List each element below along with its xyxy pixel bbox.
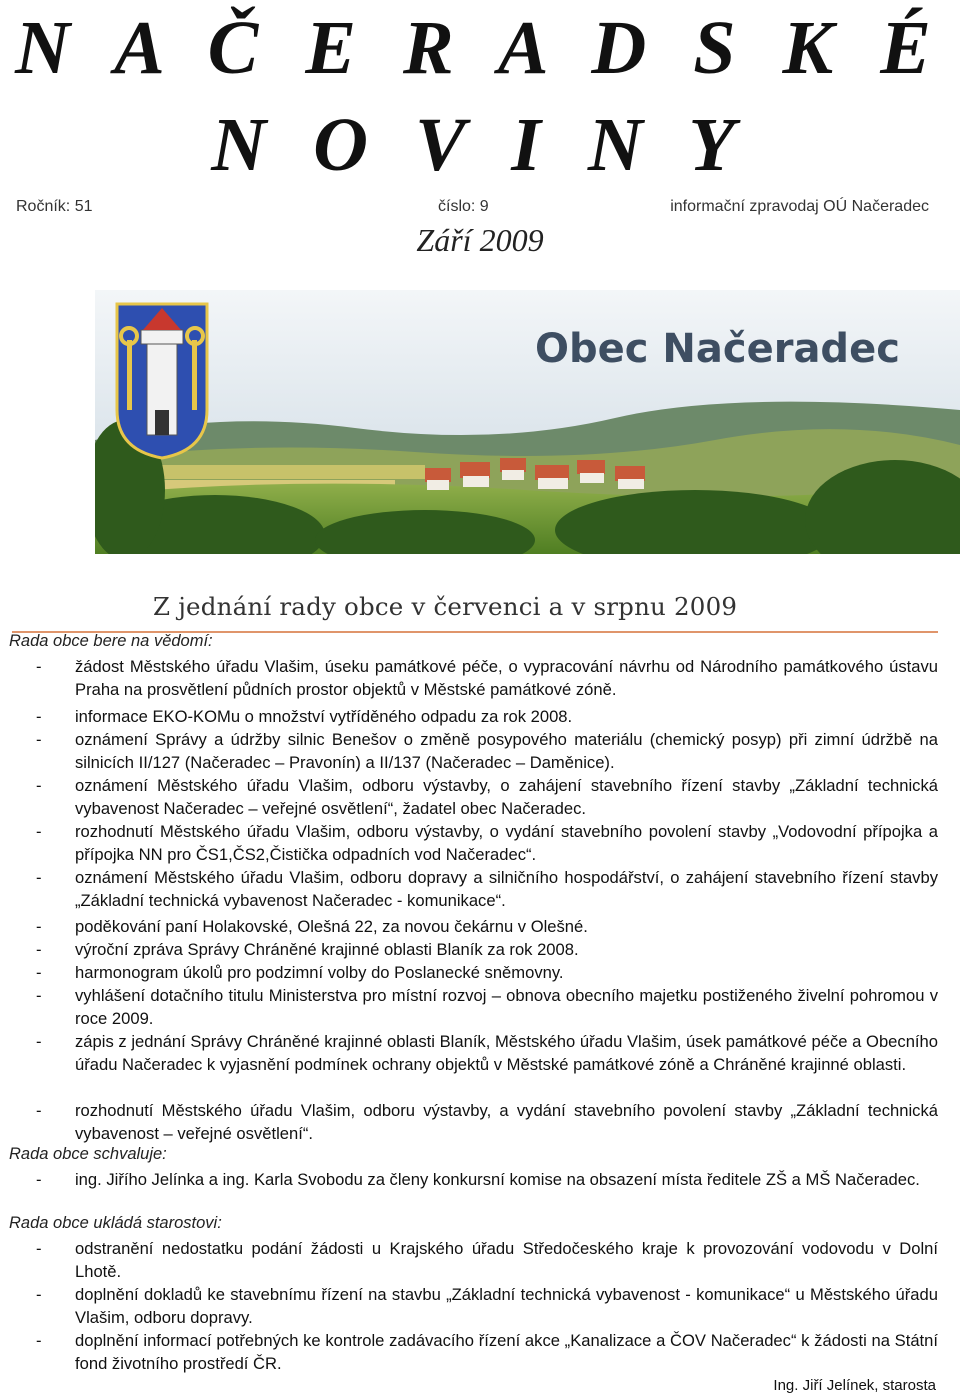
bullet-dash: - bbox=[36, 917, 42, 936]
list-item bbox=[36, 915, 938, 938]
list-item-text: ing. Jiřího Jelínka a ing. Karla Svobodu za členy konkursní komise na obsazení místa ředitele ZŠ a MŠ Načeradec. bbox=[75, 1170, 920, 1189]
list-item-text: oznámení Správy a údržby silnic Benešov o změně posypového materiálu (chemický posyp) při zimní údržbě na silnicích II/127 (Načeradec – Pravonín) a II/137 (Načeradec – Daměnice). bbox=[75, 730, 938, 772]
list-item bbox=[36, 1099, 938, 1145]
list-item bbox=[36, 961, 938, 984]
list-item bbox=[36, 1283, 938, 1329]
bullet-dash: - bbox=[36, 1285, 42, 1304]
masthead-title-line1: N A Č E R A D S K É bbox=[15, 6, 945, 90]
list-item-text: vyhlášení dotačního titulu Ministerstva pro místní rozvoj – obnova obecního majetku postiženého živelní pohromou v roce 2009. bbox=[75, 986, 938, 1028]
list-item-text: harmonogram úkolů pro podzimní volby do Poslanecké sněmovny. bbox=[75, 963, 564, 982]
bullet-dash: - bbox=[36, 986, 42, 1005]
village-banner-image bbox=[95, 290, 960, 554]
newsletter-subtitle: informační zpravodaj OÚ Načeradec bbox=[670, 198, 929, 215]
bullet-dash: - bbox=[36, 730, 42, 749]
bullet-dash: - bbox=[36, 707, 42, 726]
list-item bbox=[36, 866, 938, 912]
bullet-dash: - bbox=[36, 1101, 42, 1120]
list-item bbox=[36, 705, 938, 728]
list-item-text: oznámení Městského úřadu Vlašim, odboru dopravy a silničního hospodářství, o zahájení stavebního řízení stavby „Základní technická vybavenost Načeradec - komunikace“. bbox=[75, 868, 938, 910]
list-item-text: oznámení Městského úřadu Vlašim, odboru výstavby, o zahájení stavebního řízení stavby „Základní technická vybavenost Načeradec – veřejné osvětlení“, žadatel obec Načeradec. bbox=[75, 776, 938, 818]
list-item bbox=[36, 1030, 938, 1076]
list-item-text: odstranění nedostatku podání žádosti u Krajského úřadu Středočeského kraje k provozování vodovodu v Dolní Lhotě. bbox=[75, 1239, 938, 1281]
bullet-dash: - bbox=[36, 657, 42, 676]
article-title: Z jednání rady obce v červenci a v srpnu 2009 bbox=[153, 592, 738, 621]
bullet-dash: - bbox=[36, 963, 42, 982]
list-item-text: žádost Městského úřadu Vlašim, úseku památkové péče, o vypracování návrhu od Národního památkového ústavu Praha na prosvětlení půdních prostor objektů v Městské památkové zóně. bbox=[75, 657, 938, 699]
bullet-dash: - bbox=[36, 1331, 42, 1350]
list-item-text: rozhodnutí Městského úřadu Vlašim, odboru výstavby, o vydání stavebního povolení stavby „Vodovodní přípojka a přípojka NN pro ČS1,ČS2,Čistička odpadních vod Načeradec“. bbox=[75, 822, 938, 864]
list-item bbox=[36, 728, 938, 774]
bullet-dash: - bbox=[36, 1170, 42, 1189]
signature: Ing. Jiří Jelínek, starosta bbox=[773, 1377, 936, 1394]
bullet-dash: - bbox=[36, 776, 42, 795]
list-item-text: doplnění informací potřebných ke kontrole zadávacího řízení akce „Kanalizace a ČOV Načeradec“ k žádosti na Státní fond životního prostředí ČR. bbox=[75, 1331, 938, 1373]
bullet-dash: - bbox=[36, 940, 42, 959]
list-item-text: doplnění dokladů ke stavebnímu řízení na stavbu „Základní technická vybavenost - komunikace“ u Městského úřadu Vlašim, odboru dopravy. bbox=[75, 1285, 938, 1327]
volume-number: Ročník: 51 bbox=[16, 198, 93, 215]
list-item bbox=[36, 1237, 938, 1283]
list-item bbox=[36, 1168, 938, 1191]
list-item-text: poděkování paní Holakovské, Olešná 22, za novou čekárnu v Olešné. bbox=[75, 917, 588, 936]
bullet-dash: - bbox=[36, 1239, 42, 1258]
list-item bbox=[36, 774, 938, 820]
masthead-title-line2: N O V I N Y bbox=[211, 103, 749, 187]
section-label: Rada obce bere na vědomí: bbox=[9, 632, 213, 650]
list-item bbox=[36, 938, 938, 961]
bullet-dash: - bbox=[36, 1032, 42, 1051]
list-item-text: rozhodnutí Městského úřadu Vlašim, odboru výstavby, a vydání stavebního povolení stavby „Základní technická vybavenost – veřejné osvětlení“. bbox=[75, 1101, 938, 1143]
list-item bbox=[36, 984, 938, 1030]
bullet-dash: - bbox=[36, 868, 42, 887]
list-item bbox=[36, 655, 938, 701]
list-item bbox=[36, 1329, 938, 1375]
issue-number: číslo: 9 bbox=[438, 198, 489, 215]
banner-title: Obec Načeradec bbox=[535, 326, 900, 372]
list-item-text: informace EKO-KOMu o množství vytříděného odpadu za rok 2008. bbox=[75, 707, 573, 726]
coat-of-arms-icon bbox=[117, 304, 207, 458]
section-label: Rada obce schvaluje: bbox=[9, 1145, 167, 1163]
issue-date: Září 2009 bbox=[416, 222, 544, 258]
list-item-text: výroční zpráva Správy Chráněné krajinné oblasti Blaník za rok 2008. bbox=[75, 940, 579, 959]
list-item bbox=[36, 820, 938, 866]
list-item-text: zápis z jednání Správy Chráněné krajinné oblasti Blaník, Městského úřadu Vlašim, úsek památkové péče a Obecního úřadu Načeradec k vyjasnění podmínek ochrany objektů v Městské památkové zóně a Chráněné krajinné oblasti. bbox=[75, 1032, 938, 1074]
bullet-dash: - bbox=[36, 822, 42, 841]
section-label: Rada obce ukládá starostovi: bbox=[9, 1214, 222, 1232]
